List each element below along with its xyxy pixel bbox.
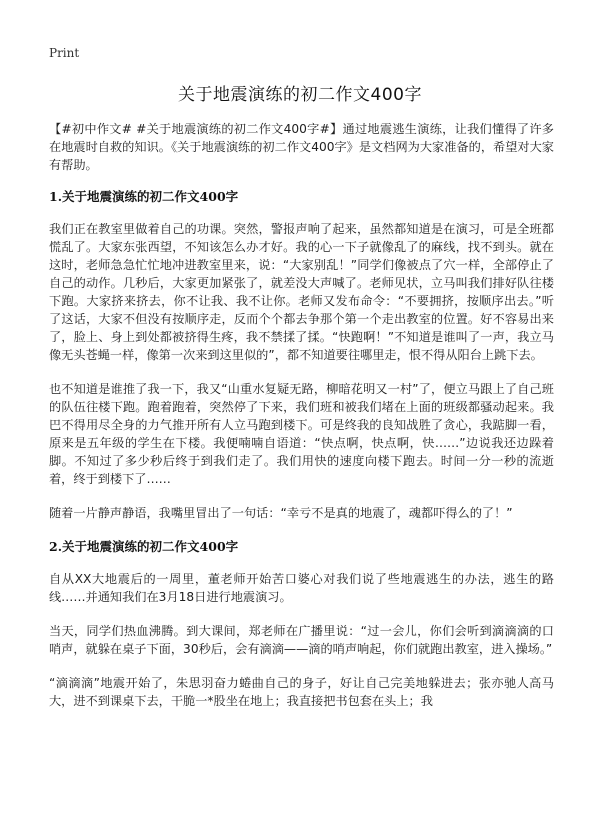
intro-paragraph: 【#初中作文# #关于地震演练的初二作文400字#】通过地震逃生演练，让我们懂得了许多在地震时自救的知识。《关于地震演练的初二作文400字》是文档网为大家准备的，希望对大家有帮助。	[49, 122, 554, 172]
paragraph: 自从XX大地震后的一周里，董老师开始苦口婆心对我们说了些地震逃生的办法，逃生的路线……并通知我们在3月18日进行地震演习。	[49, 572, 554, 604]
section-2	[49, 538, 554, 710]
paragraph: 当天，同学们热血沸腾。到大课间，郑老师在广播里说：“过一会儿，你们会听到滴滴滴的口哨声，就躲在桌子下面，30秒后，会有滴滴——滴的哨声响起，你们就跑出教室，进入操场。”	[49, 624, 554, 656]
paragraph: 我们正在教室里做着自己的功课。突然，警报声响了起来，虽然都知道是在演习，可是全班都慌乱了。大家东张西望，不知该怎么办才好。我的心一下子就像乱了的麻线，找不到头。就在这时，老师急急忙忙地冲进教室里来，说：“大家别乱！”同学们像被点了穴一样，全部停止了自己的动作。几秒后，大家更加紧张了，就差没大声喊了。老师见状，立马叫我们排好队往楼下跑。大家挤来挤去，你不让我、我不让你。老师又发布命令：“不要拥挤，按顺序出去。”听了这话，大家不但没有按顺序走，反而个个都去争那个第一个走出教室的位置。好不容易出来了，脸上、身上到处都被挤得生疼，我不禁揉了揉。“快跑啊！”不知道是谁叫了一声，我立马像无头苍蝇一样，像第一次来到这里似的”，都不知道要往哪里走，恨不得从阳台上跳下去。	[49, 222, 554, 362]
article-body	[49, 120, 554, 726]
paragraph: “滴滴滴”地震开始了，朱思羽奋力蜷曲自己的身子，好让自己完美地躲进去；张亦驰人高马大，进不到课桌下去，干脆一*股坐在地上；我直接把书包套在头上；我	[49, 676, 554, 708]
section-heading: 1.关于地震演练的初二作文400字	[49, 189, 239, 204]
section-1	[49, 188, 554, 522]
paragraph: 也不知道是谁推了我一下，我又“山重水复疑无路，柳暗花明又一村”了，便立马跟上了自己班的队伍往楼下跑。跑着跑着，突然停了下来，我们班和被我们堵在上面的班级都骚动起来。我巴不得用尽全身的力气推开所有人立马跑到楼下。可是终我的良知战胜了贪心，我踮脚一看，原来是五年级的学生在下楼。我便喃喃自语道：“快点啊，快点啊，快……”边说我还边跺着脚。不知过了多少秒后终于到我们走了。我们用快的速度向楼下跑去。时间一分一秒的流逝着，终于到楼下了……	[49, 382, 554, 486]
page-title: 关于地震演练的初二作文400字	[178, 85, 422, 105]
paragraph: 随着一片静声静语，我嘴里冒出了一句话：“幸亏不是真的地震了，魂都吓得么的了！”	[49, 506, 513, 520]
print-link[interactable]: Print	[49, 46, 80, 60]
section-heading: 2.关于地震演练的初二作文400字	[49, 539, 239, 554]
